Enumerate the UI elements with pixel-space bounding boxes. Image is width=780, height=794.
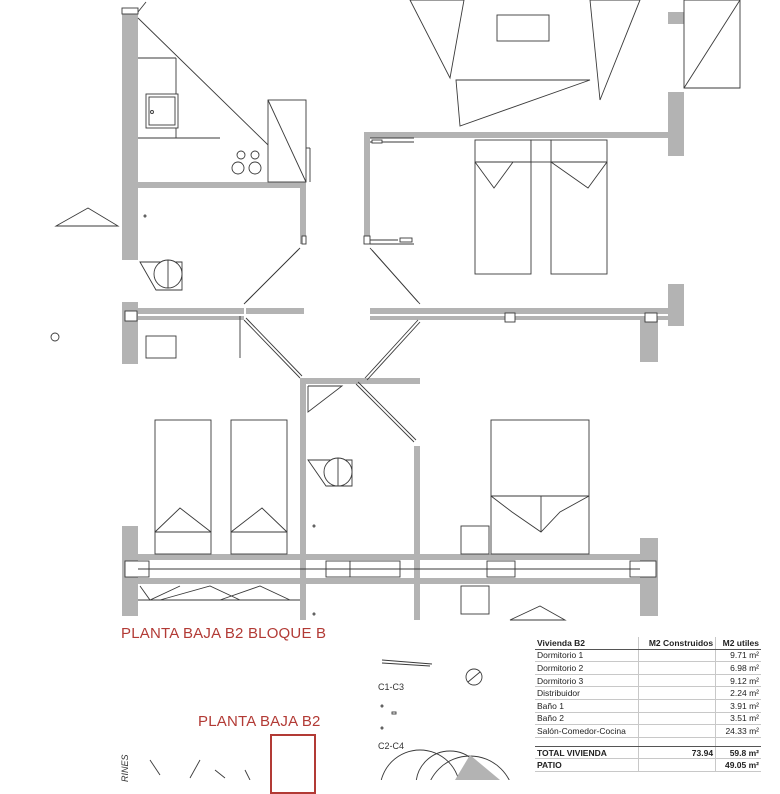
central-corridor-wall-right-lower xyxy=(370,316,668,320)
patio-useful-area: 49.05 m² xyxy=(716,759,761,772)
patio-row xyxy=(535,759,761,772)
hob-burner-1 xyxy=(237,151,245,159)
umbrella-triangle-2 xyxy=(456,80,590,126)
room-name: Salón-Comedor-Cocina xyxy=(535,725,639,738)
table-row xyxy=(535,662,761,675)
left-exterior-wall-upper xyxy=(122,12,138,260)
corridor-fixture-2 xyxy=(505,313,515,322)
hob-burner-4 xyxy=(249,162,261,174)
central-corridor-wall-right xyxy=(370,308,668,314)
bed-2a xyxy=(155,420,211,554)
room-useful-area: 3.51 m² xyxy=(716,712,761,725)
room-name: Dormitorio 3 xyxy=(535,674,639,687)
room-name: Dormitorio 2 xyxy=(535,662,639,675)
table-row xyxy=(535,674,761,687)
room-name: Dormitorio 1 xyxy=(535,649,639,662)
bathroom-top-wall xyxy=(300,378,420,384)
key-plan-highlight-box xyxy=(270,734,316,794)
bedroom-3-bed xyxy=(461,420,589,620)
kitchen-bottom-wall xyxy=(138,182,306,188)
room-name: Distribuidor xyxy=(535,687,639,700)
bathroom1-fixtures xyxy=(308,458,352,615)
bed-1a xyxy=(475,140,531,274)
room-useful-area: 2.24 m² xyxy=(716,687,761,700)
header-built: M2 Construidos xyxy=(639,637,716,649)
room-useful-area: 3.91 m² xyxy=(716,699,761,712)
room-useful-area: 24.33 m² xyxy=(716,725,761,738)
patio-built-area xyxy=(639,759,716,772)
wall-stub-top-right xyxy=(668,12,684,24)
outdoor-table xyxy=(497,15,549,41)
room-useful-area: 6.98 m² xyxy=(716,662,761,675)
bedroom-1-beds xyxy=(475,140,607,274)
bedroom1-left-wall xyxy=(364,138,370,244)
header-useful: M2 utiles xyxy=(716,637,761,649)
bedside-table-1 xyxy=(531,140,551,162)
room-useful-area: 9.12 m² xyxy=(716,674,761,687)
room-name: Baño 2 xyxy=(535,712,639,725)
total-useful-area: 59.8 m² xyxy=(716,746,761,759)
bath2-basin xyxy=(146,336,176,358)
corridor-fixture-3 xyxy=(645,313,657,322)
umbrella-triangle-1 xyxy=(410,0,464,78)
outdoor-triangle-bottom xyxy=(510,606,565,620)
bedside-table-3 xyxy=(461,526,489,554)
key-plan-title: PLANTA BAJA B2 xyxy=(198,713,321,730)
left-outdoor-circle xyxy=(51,333,59,341)
hob-burner-2 xyxy=(251,151,259,159)
table-row xyxy=(535,649,761,662)
table-row xyxy=(535,712,761,725)
central-corridor-wall-left-lower xyxy=(138,316,244,320)
total-label: TOTAL VIVIENDA xyxy=(535,746,639,759)
key-plan-side-label: RINES xyxy=(120,754,130,782)
room-useful-area: 9.71 m² xyxy=(716,649,761,662)
facade-windows xyxy=(125,561,656,577)
hob-burner-3 xyxy=(232,162,244,174)
table-row xyxy=(535,725,761,738)
right-stub-wall xyxy=(640,320,658,362)
floor-plan-title: PLANTA BAJA B2 BLOQUE B xyxy=(121,625,327,642)
patio-label: PATIO xyxy=(535,759,639,772)
right-exterior-wall-upper xyxy=(668,92,684,156)
area-table xyxy=(535,637,761,772)
key-plan-tag-1: C1-C3 xyxy=(378,682,405,692)
area-table-header xyxy=(535,637,761,649)
bedroom-2-beds xyxy=(138,420,300,600)
right-exterior-wall-middle xyxy=(668,284,684,326)
central-corridor-wall-mid xyxy=(246,308,304,314)
corridor-fixture-1 xyxy=(125,311,137,321)
facade-wall-bottom xyxy=(122,578,658,584)
total-built-area: 73.94 xyxy=(639,746,716,759)
bed-3 xyxy=(491,420,589,554)
table-row xyxy=(535,687,761,700)
bed-2b xyxy=(231,420,287,554)
top-outdoor-area xyxy=(122,0,740,126)
kitchen xyxy=(138,18,310,182)
room-name: Baño 1 xyxy=(535,699,639,712)
bathroom-right-wall xyxy=(414,446,420,620)
bedroom1-top-wall xyxy=(364,132,668,138)
bed-1b xyxy=(551,140,607,274)
table-row xyxy=(535,699,761,712)
total-row xyxy=(535,746,761,759)
header-dwelling: Vivienda B2 xyxy=(535,637,639,649)
outdoor-box xyxy=(461,586,489,614)
facade-wall-top xyxy=(122,554,658,560)
left-outdoor-triangle xyxy=(56,208,118,226)
bathroom-left-wall xyxy=(300,384,306,620)
umbrella-triangle-3 xyxy=(590,0,640,100)
central-corridor-wall-left xyxy=(138,308,244,314)
key-plan-tag-2: C2-C4 xyxy=(378,741,405,751)
top-wall-cap xyxy=(122,8,138,14)
